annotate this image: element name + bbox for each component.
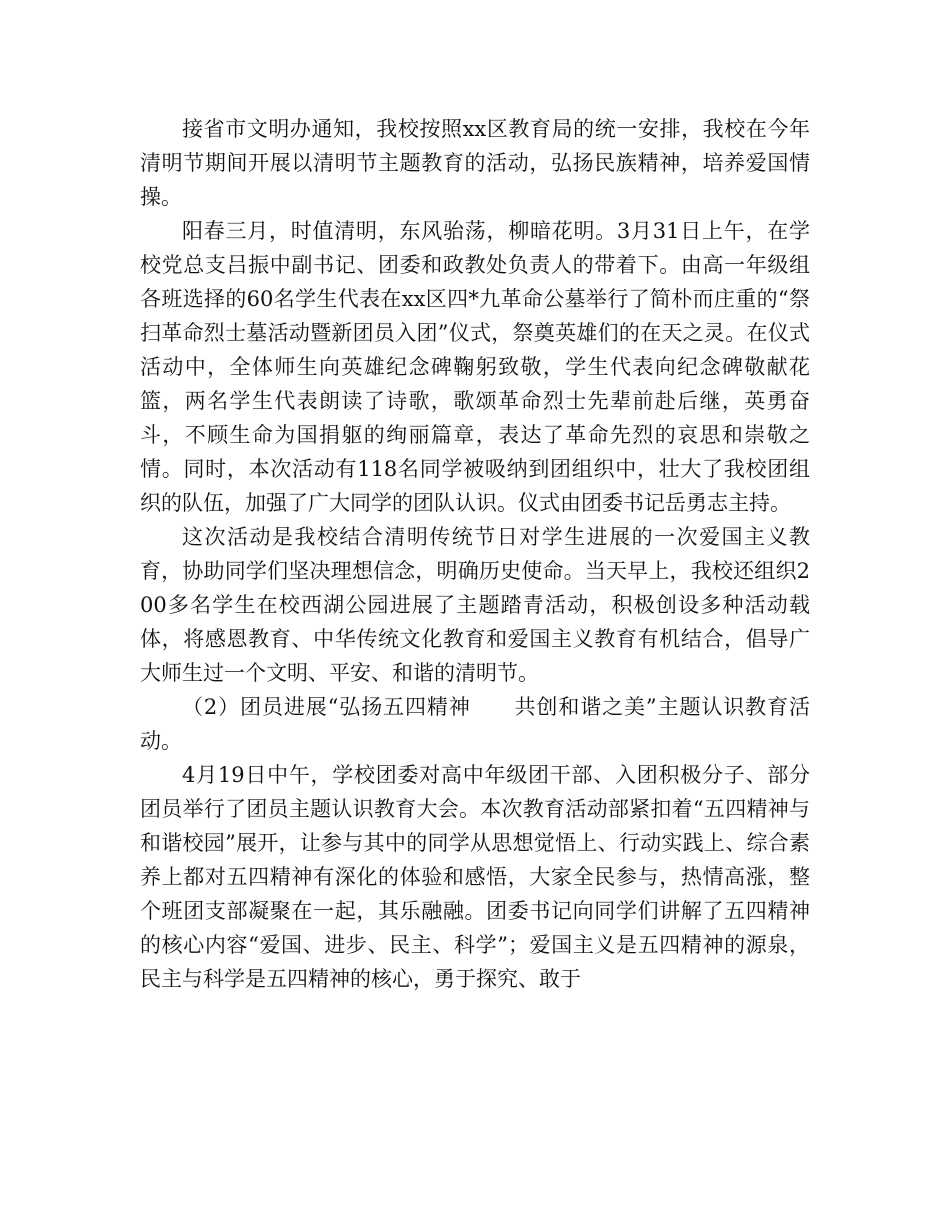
paragraph-notice: 接省市文明办通知，我校按照xx区教育局的统一安排，我校在今年清明节期间开展以清明节主题教育的活动，弘扬民族精神，培养爱国情操。: [140, 117, 810, 209]
paragraph-section-heading: （2）团员进展“弘扬五四精神 共创和谐之美”主题认识教育活动。: [140, 695, 810, 753]
paragraph-tomb-sweeping-ceremony: 阳春三月，时值清明，东风骀荡，柳暗花明。3月31日上午，在学校党总支吕振中副书记、团委和政教处负责人的带着下。由高一年级组各班选择的60名学生代表在xx区四*九革命公墓举行了简朴而庄重的“祭扫革命烈士墓活动暨新团员入团”仪式，祭奠英雄们的在天之灵。在仪式活动中，全体师生向英雄纪念碑鞠躬致敬，学生代表向纪念碑敬献花篮，两名学生代表朗读了诗歌，歌颂革命烈士先辈前赴后继，英勇奋斗，不顾生命为国捐躯的绚丽篇章，表达了革命先烈的哀思和崇敬之情。同时，本次活动有118名同学被吸纳到团组织中，壮大了我校团组织的队伍，加强了广大同学的团队认识。仪式由团委书记岳勇志主持。: [140, 219, 810, 515]
document-body: [140, 112, 810, 996]
paragraph-patriotic-education: 这次活动是我校结合清明传统节日对学生进展的一次爱国主义教育，协助同学们坚决理想信念，明确历史使命。当天早上，我校还组织200多名学生在校西湖公园进展了主题踏青活动，积极创设多种活动载体，将感恩教育、中华传统文化教育和爱国主义教育有机结合，倡导广大师生过一个文明、平安、和谐的清明节。: [140, 525, 810, 685]
paragraph-may-fourth-education: 4月19日中午，学校团委对高中年级团干部、入团积极分子、部分团员举行了团员主题认识教育大会。本次教育活动部紧扣着“五四精神与和谐校园”展开，让参与其中的同学从思想觉悟上、行动实践上、综合素养上都对五四精神有深化的体验和感悟，大家全民参与，热情高涨，整个班团支部凝聚在一起，其乐融融。团委书记向同学们讲解了五四精神的核心内容“爱国、进步、民主、科学”；爱国主义是五四精神的源泉，民主与科学是五四精神的核心，勇于探究、敢于: [140, 763, 810, 991]
